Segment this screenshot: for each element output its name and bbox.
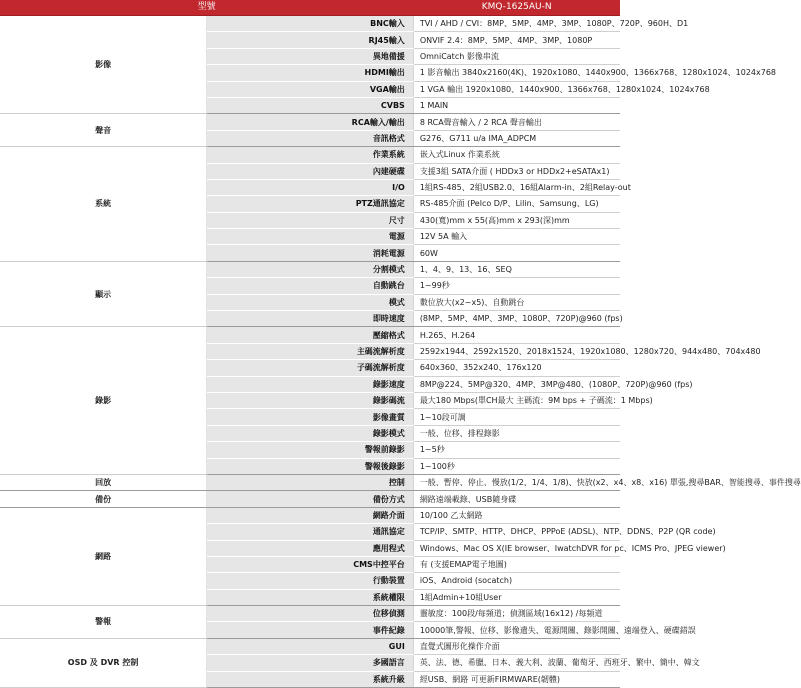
spec-item-label: 模式	[207, 294, 414, 310]
spec-item-label: 警報後錄影	[207, 458, 414, 474]
spec-item-label: 事件紀錄	[207, 622, 414, 638]
spec-item-value: 10/100 乙太網路	[413, 507, 620, 523]
spec-item-label: 備份方式	[207, 491, 414, 507]
category-label: 影像	[0, 16, 207, 114]
spec-item-label: 壓縮格式	[207, 327, 414, 343]
category-label: 顯示	[0, 261, 207, 327]
spec-item-label: 行動裝置	[207, 573, 414, 589]
spec-item-value: 1~10段可調	[413, 409, 620, 425]
spec-item-label: 子碼流解析度	[207, 360, 414, 376]
header-model-label: 型號	[0, 0, 413, 16]
table-header	[0, 0, 620, 16]
category-label: 系統	[0, 147, 207, 262]
spec-item-value: 數位放大(x2~x5)、自動跳台	[413, 294, 620, 310]
spec-item-value: iOS、Android (socatch)	[413, 573, 620, 589]
spec-item-label: HDMI輸出	[207, 65, 414, 81]
spec-item-label: CVBS	[207, 97, 414, 113]
category-label: 警報	[0, 606, 207, 639]
spec-item-value: RS-485介面 (Pelco D/P、Lilin、Samsung、LG)	[413, 196, 620, 212]
spec-item-value: 8MP@224、5MP@320、4MP、3MP@480、(1080P、720P)@960 (fps)	[413, 376, 620, 392]
spec-item-label: 應用程式	[207, 540, 414, 556]
spec-item-value: 640x360、352x240、176x120	[413, 360, 620, 376]
spec-item-label: VGA輸出	[207, 81, 414, 97]
spec-item-value: 嵌入式Linux 作業系統	[413, 147, 620, 163]
spec-item-value: 有 (支援EMAP電子地圖)	[413, 556, 620, 572]
spec-item-value: 網路遠端載錄、USB隨身碟	[413, 491, 620, 507]
spec-item-value: 1~5秒	[413, 442, 620, 458]
header-model-value: KMQ-1625AU-N	[413, 0, 620, 16]
spec-item-label: 影像畫質	[207, 409, 414, 425]
spec-item-value: 1~100秒	[413, 458, 620, 474]
spec-item-value: 12V 5A 輸入	[413, 229, 620, 245]
spec-item-value: H.265、H.264	[413, 327, 620, 343]
category-label: 錄影	[0, 327, 207, 475]
spec-item-value: 支援3組 SATA介面 ( HDDx3 or HDDx2+eSATAx1)	[413, 163, 620, 179]
table-row	[0, 327, 620, 343]
spec-item-value: 1組Admin+10組User	[413, 589, 620, 605]
spec-item-label: 控制	[207, 474, 414, 490]
category-label: 聲音	[0, 114, 207, 147]
spec-item-label: 錄影模式	[207, 425, 414, 441]
category-label: 備份	[0, 491, 207, 507]
spec-item-label: 通訊協定	[207, 524, 414, 540]
spec-item-label: 內建硬碟	[207, 163, 414, 179]
spec-item-label: 多國語言	[207, 655, 414, 671]
spec-item-value: 2592x1944、2592x1520、2018x1524、1920x1080、1280x720、944x480、704x480	[413, 343, 620, 359]
spec-item-value: TVI / AHD / CVI：8MP、5MP、4MP、3MP、1080P、720P、960H、D1	[413, 16, 620, 32]
spec-item-value: OmniCatch 影像串流	[413, 48, 620, 64]
spec-item-label: 警報前錄影	[207, 442, 414, 458]
spec-item-value: 430(寬)mm x 55(高)mm x 293(深)mm	[413, 212, 620, 228]
category-label: 網路	[0, 507, 207, 605]
spec-item-value: ONVIF 2.4：8MP、5MP、4MP、3MP、1080P	[413, 32, 620, 48]
table-row	[0, 606, 620, 622]
spec-item-value: 10000筆,警報、位移、影像遺失、電源開關、錄影開關、遠端登入、硬碟錯誤	[413, 622, 620, 638]
spec-item-value: TCP/IP、SMTP、HTTP、DHCP、PPPoE (ADSL)、NTP、DDNS、P2P (QR code)	[413, 524, 620, 540]
spec-item-value: Windows、Mac OS X(IE browser、IwatchDVR for pc、ICMS Pro、JPEG viewer)	[413, 540, 620, 556]
spec-item-value: 英、法、德、希臘、日本、義大利、波蘭、葡萄牙、西班牙、繁中、簡中、韓文	[413, 655, 620, 671]
spec-item-label: 位移偵測	[207, 606, 414, 622]
spec-item-value: (8MP、5MP、4MP、3MP、1080P、720P)@960 (fps)	[413, 311, 620, 327]
spec-item-value: 一般、位移、排程錄影	[413, 425, 620, 441]
spec-body	[0, 16, 801, 688]
spec-item-label: 分割模式	[207, 261, 414, 277]
table-row	[0, 638, 620, 654]
spec-item-label: RJ45輸入	[207, 32, 414, 48]
spec-item-label: 錄影速度	[207, 376, 414, 392]
spec-item-label: 即時速度	[207, 311, 414, 327]
spec-item-value: 直覺式圖形化操作介面	[413, 638, 620, 654]
spec-item-label: I/O	[207, 179, 414, 195]
spec-item-value: 一般、暫停、停止、慢放(1/2、1/4、1/8)、快放(x2、x4、x8、x16) 單張,搜尋BAR、智能搜尋、事件搜尋	[413, 474, 620, 490]
spec-item-value: G276、G711 u/a IMA_ADPCM	[413, 130, 620, 146]
spec-item-label: PTZ通訊協定	[207, 196, 414, 212]
table-row	[0, 147, 620, 163]
spec-item-label: 錄影碼流	[207, 392, 414, 408]
spec-item-label: 系統升級	[207, 671, 414, 687]
spec-item-value: 60W	[413, 245, 620, 261]
spec-item-value: 1、4、9、13、16、SEQ	[413, 261, 620, 277]
table-row	[0, 474, 620, 490]
spec-item-value: 1 MAIN	[413, 97, 620, 113]
spec-item-label: 音訊格式	[207, 130, 414, 146]
table-row	[0, 261, 620, 277]
spec-item-label: 電源	[207, 229, 414, 245]
spec-item-value: 1 影音輸出 3840x2160(4K)、1920x1080、1440x900、1366x768、1280x1024、1024x768	[413, 65, 620, 81]
spec-item-value: 靈敏度：100段/每頻道；偵測區域(16x12) /每頻道	[413, 606, 620, 622]
spec-item-label: BNC輸入	[207, 16, 414, 32]
spec-item-value: 最大180 Mbps(單CH最大 主碼流：9M bps + 子碼流：1 Mbps)	[413, 392, 620, 408]
spec-item-value: 1~99秒	[413, 278, 620, 294]
spec-item-label: RCA輸入/輸出	[207, 114, 414, 130]
spec-item-label: 消耗電源	[207, 245, 414, 261]
spec-item-label: 異地備援	[207, 48, 414, 64]
spec-item-label: 尺寸	[207, 212, 414, 228]
spec-item-label: 自動跳台	[207, 278, 414, 294]
spec-item-label: 系統權限	[207, 589, 414, 605]
table-row	[0, 16, 620, 32]
spec-item-value: 1 VGA 輸出 1920x1080、1440x900、1366x768、1280x1024、1024x768	[413, 81, 620, 97]
spec-item-label: 作業系統	[207, 147, 414, 163]
category-label: 回放	[0, 474, 207, 490]
table-row	[0, 114, 620, 130]
spec-item-label: 網路介面	[207, 507, 414, 523]
spec-item-label: CMS中控平台	[207, 556, 414, 572]
spec-item-label: 主碼流解析度	[207, 343, 414, 359]
spec-item-value: 經USB、網路 可更新FIRMWARE(韌體)	[413, 671, 620, 687]
category-label: OSD 及 DVR 控制	[0, 638, 207, 687]
table-row	[0, 507, 620, 523]
spec-item-value: 8 RCA聲音輸入 / 2 RCA 聲音輸出	[413, 114, 620, 130]
table-row	[0, 491, 620, 507]
spec-item-value: 1組RS-485、2組USB2.0、16組Alarm-in、2組Relay-out	[413, 179, 620, 195]
spec-item-label: GUI	[207, 638, 414, 654]
